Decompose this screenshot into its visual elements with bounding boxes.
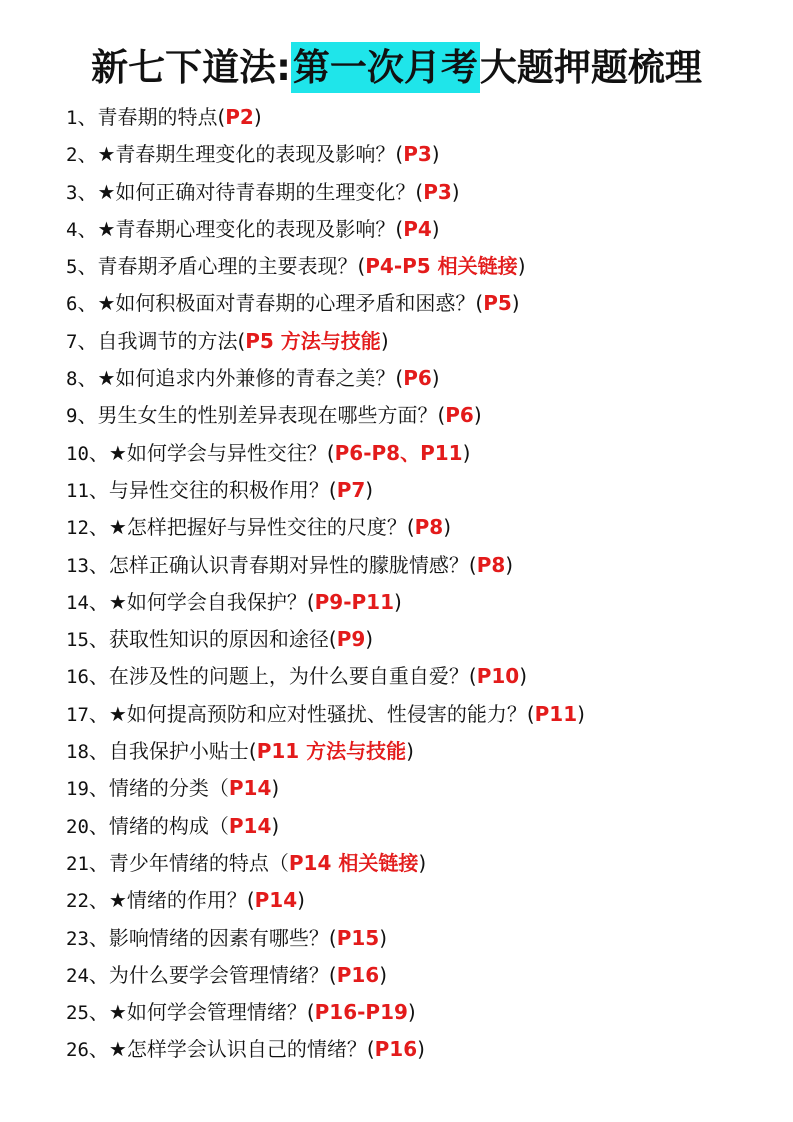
item-number: 13 (66, 554, 89, 577)
item-close-paren: ) (271, 776, 280, 801)
item-page-reference: P7 (336, 477, 366, 502)
item-separator: 、 (88, 589, 109, 614)
list-item (66, 211, 773, 248)
item-page-reference: P5 方法与技能 (245, 328, 381, 353)
item-number: 5 (66, 256, 78, 279)
item-page-reference: P4 (403, 216, 432, 241)
list-item (66, 99, 773, 136)
item-page-reference: P15 (336, 925, 380, 950)
item-question: ★如何追求内外兼修的青春之美？ (97, 366, 396, 391)
item-close-paren: ) (417, 1037, 425, 1062)
item-close-paren: ) (365, 627, 374, 652)
item-open-paren: ( (328, 925, 337, 950)
item-separator: 、 (88, 850, 109, 875)
item-separator: 、 (88, 925, 109, 950)
item-question: 怎样正确认识青春期对异性的朦胧情感？ (108, 552, 469, 577)
item-close-paren: ) (271, 813, 280, 838)
item-question: 为什么要学会管理情绪？ (108, 962, 329, 987)
item-close-paren: ) (394, 589, 402, 614)
item-close-paren: ) (431, 216, 440, 241)
item-open-paren: ( (357, 254, 366, 279)
title-prefix: 新七下道法: (91, 46, 291, 89)
list-item (66, 957, 773, 994)
list-item (66, 658, 773, 695)
item-number: 20 (66, 815, 89, 838)
item-open-paren: ( (468, 664, 477, 689)
item-close-paren: ) (253, 105, 262, 129)
item-page-reference: P14 (254, 888, 298, 913)
item-separator: 、 (88, 440, 109, 465)
item-page-reference: P5 (483, 291, 512, 316)
item-close-paren: ) (473, 403, 482, 428)
item-page-reference: P11 (534, 701, 578, 726)
item-page-reference: P9 (336, 627, 366, 652)
item-close-paren: ) (431, 366, 440, 391)
item-question: 情绪的分类 (108, 776, 209, 801)
item-number: 6 (66, 293, 78, 316)
item-open-paren: ( (395, 366, 404, 391)
item-close-paren: ) (407, 1000, 416, 1025)
item-question: ★如何提高预防和应对性骚扰、性侵害的能力？ (108, 701, 527, 726)
title-suffix: 大题押题梳理 (479, 46, 702, 89)
item-close-paren: ) (511, 291, 520, 316)
item-question: 获取性知识的原因和途径 (108, 627, 329, 652)
item-number: 25 (66, 1002, 89, 1025)
question-list (66, 99, 773, 1069)
item-question: 青少年情绪的特点 (108, 850, 269, 875)
item-separator: 、 (88, 739, 109, 764)
item-question: 青春期的特点 (97, 105, 218, 129)
item-question: ★如何学会管理情绪？ (108, 1000, 307, 1025)
item-number: 9 (66, 405, 78, 428)
item-close-paren: ) (297, 888, 305, 913)
list-item (66, 285, 773, 322)
item-separator: 、 (88, 776, 109, 801)
item-close-paren: ) (379, 925, 388, 950)
item-page-reference: P6 (403, 366, 432, 391)
item-open-paren: ( (246, 888, 255, 913)
item-number: 4 (66, 218, 78, 241)
item-question: ★如何积极面对青春期的心理矛盾和困惑？ (97, 291, 476, 316)
item-separator: 、 (77, 403, 98, 428)
item-page-reference: P16 (374, 1037, 418, 1062)
list-item (66, 770, 773, 807)
item-number: 22 (66, 890, 89, 913)
item-close-paren: ) (365, 477, 374, 502)
item-page-reference: P6 (445, 403, 474, 428)
item-open-paren: ( (366, 1037, 375, 1062)
item-number: 11 (66, 479, 89, 502)
item-close-paren: ) (418, 850, 427, 875)
list-item (66, 435, 773, 472)
item-question: ★怎样学会认识自己的情绪？ (108, 1037, 367, 1062)
item-page-reference: P8 (476, 552, 506, 577)
item-page-reference: P3 (423, 179, 452, 204)
title-highlight: 第一次月考 (291, 42, 480, 93)
item-number: 14 (66, 591, 89, 614)
item-page-reference: P3 (403, 142, 432, 167)
list-item (66, 882, 773, 919)
item-page-reference: P9-P11 (314, 589, 395, 614)
list-item (66, 845, 773, 882)
item-close-paren: ) (462, 440, 471, 465)
item-page-reference: P14 (228, 776, 272, 801)
item-open-paren: ( (475, 291, 484, 316)
item-open-paren: ( (326, 440, 335, 465)
item-separator: 、 (88, 813, 109, 838)
item-open-paren: ( (328, 962, 337, 987)
item-question: 自我保护小贴士 (108, 739, 249, 764)
item-open-paren: ( (328, 627, 337, 652)
item-separator: 、 (88, 552, 109, 577)
list-item (66, 808, 773, 845)
item-question: ★如何正确对待青春期的生理变化？ (97, 179, 416, 204)
item-number: 12 (66, 517, 89, 540)
item-number: 15 (66, 629, 89, 652)
item-number: 26 (66, 1039, 89, 1062)
item-page-reference: P8 (414, 515, 444, 540)
item-separator: 、 (77, 179, 98, 204)
item-number: 7 (66, 330, 78, 353)
item-number: 16 (66, 666, 89, 689)
item-page-reference: P16 (336, 962, 380, 987)
item-separator: 、 (77, 328, 98, 353)
item-page-reference: P11 方法与技能 (256, 739, 407, 764)
item-question: ★如何学会自我保护？ (108, 589, 307, 614)
item-question: ★青春期生理变化的表现及影响？ (97, 142, 396, 167)
item-open-paren: ( (437, 403, 446, 428)
item-page-reference: P14 相关链接 (288, 850, 419, 875)
item-open-paren: ( (328, 477, 337, 502)
item-number: 18 (66, 741, 89, 764)
item-question: ★情绪的作用？ (108, 888, 247, 913)
item-separator: 、 (77, 366, 98, 391)
list-item (66, 920, 773, 957)
list-item (66, 323, 773, 360)
item-open-paren: ( (526, 701, 535, 726)
item-number: 24 (66, 964, 89, 987)
list-item (66, 994, 773, 1031)
item-page-reference: P14 (228, 813, 272, 838)
item-number: 3 (66, 181, 78, 204)
list-item (66, 584, 773, 621)
item-question: 与异性交往的积极作用？ (108, 477, 329, 502)
item-separator: 、 (77, 291, 98, 316)
item-open-paren: ( (237, 328, 246, 353)
page-title (0, 38, 793, 98)
item-separator: 、 (88, 1000, 109, 1025)
item-number: 2 (66, 144, 78, 167)
list-item (66, 136, 773, 173)
item-number: 21 (66, 852, 89, 875)
list-item (66, 509, 773, 546)
item-number: 23 (66, 927, 89, 950)
item-question: 男生女生的性别差异表现在哪些方面？ (97, 403, 438, 428)
item-question: 自我调节的方法 (97, 328, 238, 353)
item-question: 影响情绪的因素有哪些？ (108, 925, 329, 950)
list-item (66, 547, 773, 584)
list-item (66, 733, 773, 770)
item-page-reference: P10 (476, 664, 520, 689)
list-item (66, 174, 773, 211)
item-open-paren: （ (208, 813, 229, 838)
list-item (66, 360, 773, 397)
item-question: ★青春期心理变化的表现及影响？ (97, 216, 396, 241)
item-open-paren: ( (415, 179, 424, 204)
item-close-paren: ) (451, 179, 460, 204)
item-separator: 、 (88, 477, 109, 502)
item-close-paren: ) (519, 664, 528, 689)
item-open-paren: ( (248, 739, 257, 764)
item-separator: 、 (77, 254, 98, 279)
item-page-reference: P6-P8、P11 (334, 440, 463, 465)
list-item (66, 472, 773, 509)
item-close-paren: ) (379, 962, 388, 987)
item-open-paren: （ (208, 776, 229, 801)
item-open-paren: ( (395, 216, 404, 241)
item-open-paren: ( (468, 552, 477, 577)
item-question: 情绪的构成 (108, 813, 209, 838)
list-item (66, 696, 773, 733)
item-separator: 、 (88, 962, 109, 987)
item-close-paren: ) (431, 142, 440, 167)
item-page-reference: P2 (225, 105, 254, 129)
item-open-paren: ( (395, 142, 404, 167)
item-number: 19 (66, 778, 89, 801)
item-open-paren: ( (217, 105, 226, 129)
item-close-paren: ) (505, 552, 514, 577)
item-question: 青春期矛盾心理的主要表现？ (97, 254, 358, 279)
item-separator: 、 (88, 515, 109, 540)
item-close-paren: ) (380, 328, 389, 353)
item-open-paren: （ (268, 850, 289, 875)
item-separator: 、 (77, 105, 98, 129)
item-close-paren: ) (577, 701, 585, 726)
item-separator: 、 (88, 627, 109, 652)
item-open-paren: ( (306, 589, 315, 614)
item-question: ★如何学会与异性交往？ (108, 440, 327, 465)
item-separator: 、 (77, 216, 98, 241)
item-separator: 、 (88, 701, 109, 726)
item-open-paren: ( (406, 515, 415, 540)
item-question: ★怎样把握好与异性交往的尺度？ (108, 515, 407, 540)
item-separator: 、 (77, 142, 98, 167)
item-separator: 、 (88, 664, 109, 689)
item-number: 10 (66, 442, 89, 465)
list-item (66, 397, 773, 434)
list-item (66, 1031, 773, 1068)
item-number: 17 (66, 703, 89, 726)
item-page-reference: P16-P19 (314, 1000, 408, 1025)
item-close-paren: ) (517, 254, 526, 279)
list-item (66, 621, 773, 658)
item-separator: 、 (88, 888, 109, 913)
item-separator: 、 (88, 1037, 109, 1062)
item-open-paren: ( (306, 1000, 315, 1025)
item-close-paren: ) (406, 739, 414, 764)
item-page-reference: P4-P5 相关链接 (365, 254, 518, 279)
item-close-paren: ) (443, 515, 452, 540)
item-number: 1 (66, 107, 78, 129)
item-question: 在涉及性的问题上，为什么要自重自爱？ (108, 664, 469, 689)
item-number: 8 (66, 368, 78, 391)
list-item (66, 248, 773, 285)
